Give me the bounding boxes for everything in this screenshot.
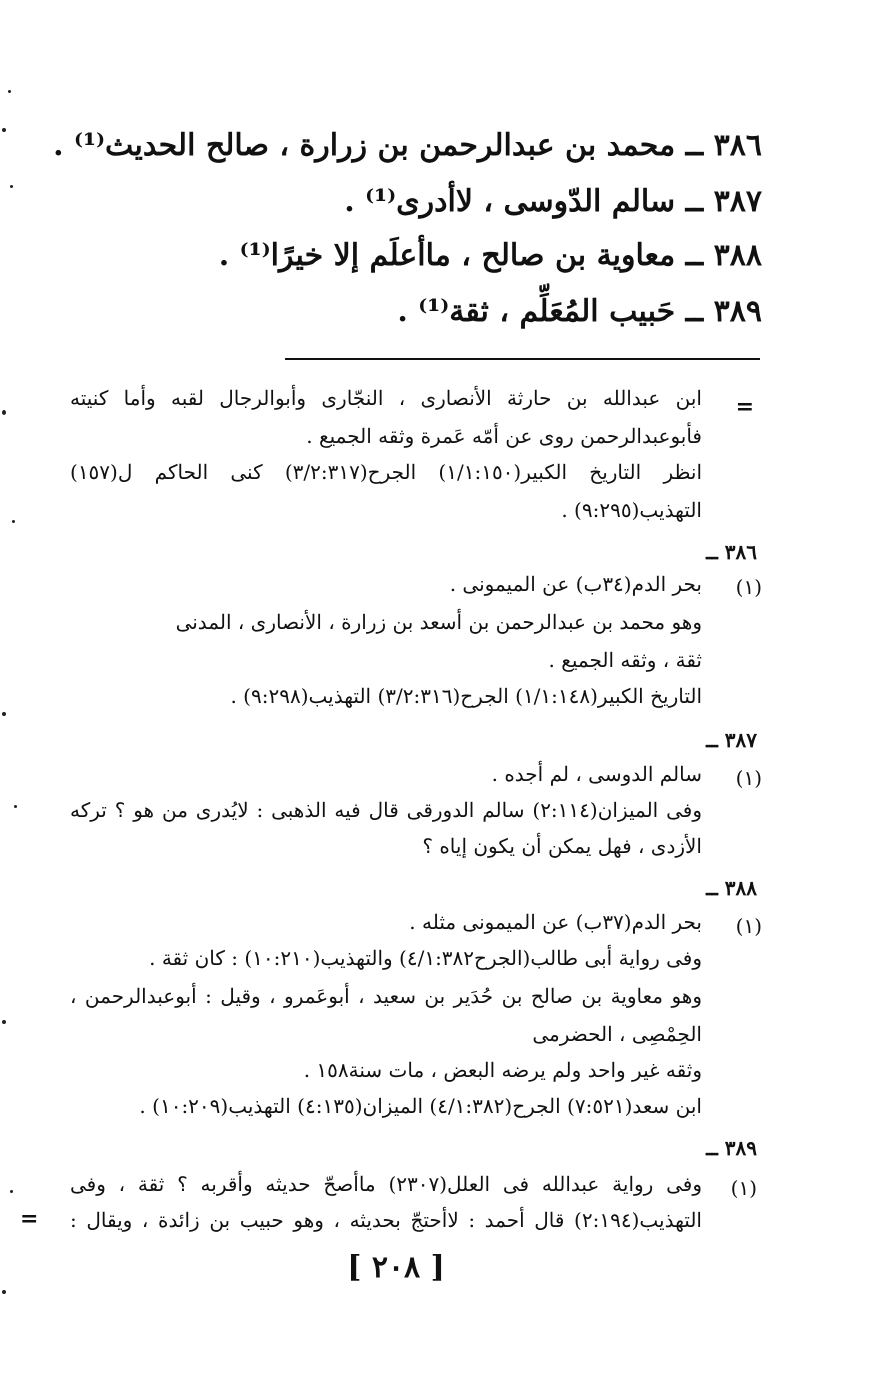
entry-388: ٣٨٨ ــ معاوية بن صالح ، ماأعلَم إلا خيرًا⁽¹⁾ . (218, 238, 762, 273)
continuation-next-marker: = (20, 1206, 39, 1232)
continuation-line-1: ابن عبدالله بن حارثة الأنصارى ، النجّارى وأبوالرجال لقبه وأما كنيته (70, 386, 702, 410)
note-386-marker: (١) (735, 575, 762, 599)
continuation-marker: = (735, 394, 754, 420)
note-head-386: ٣٨٦ ــ (706, 540, 757, 564)
note-head-389: ٣٨٩ ــ (706, 1136, 757, 1160)
note-head-388: ٣٨٨ ــ (706, 876, 757, 900)
note-386-line-1: بحر الدم(٣٤ب) عن الميمونى . (449, 572, 702, 596)
entry-389: ٣٨٩ ــ حَبيب المُعَلِّم ، ثقة⁽¹⁾ . (397, 294, 762, 329)
note-388-marker: (١) (735, 914, 762, 938)
note-388-line-5: وثقه غير واحد ولم يرضه البعض ، مات سنة١٥٨ . (303, 1058, 702, 1082)
note-388-line-3: وهو معاوية بن صالح بن حُدَير بن سعيد ، أبوعَمرو ، وقيل : أبوعبدالرحمن ، (70, 984, 702, 1008)
page-number: [ ٢٠٨ ] (347, 1250, 445, 1285)
note-388-line-1: بحر الدم(٣٧ب) عن الميمونى مثله . (409, 910, 702, 934)
entry-386: ٣٨٦ ــ محمد بن عبدالرحمن بن زرارة ، صالح الحديث⁽¹⁾ . (53, 128, 762, 163)
continuation-line-2: فأبوعبدالرحمن روى عن أمّه عَمرة وثقه الجميع . (306, 424, 702, 448)
entry-387: ٣٨٧ ــ سالم الدّوسى ، لاأدرى⁽¹⁾ . (344, 184, 762, 219)
note-388-line-6: ابن سعد(٧:٥٢١) الجرح(٤/١:٣٨٢) الميزان(٤:١٣٥) التهذيب(١٠:٢٠٩) . (139, 1094, 702, 1118)
note-387-line-3: الأزدى ، فهل يمكن أن يكون إياه ؟ (422, 834, 702, 858)
note-387-marker: (١) (735, 766, 762, 790)
note-386-line-2: وهو محمد بن عبدالرحمن بن أسعد بن زرارة ، الأنصارى ، المدنى (175, 610, 702, 634)
note-389-marker: (١) (730, 1176, 757, 1200)
note-386-line-3: ثقة ، وثقه الجميع . (548, 648, 702, 672)
note-388-line-4: الحِمْصِى ، الحضرمى (532, 1022, 702, 1046)
continuation-line-3: انظر التاريخ الكبير(١/١:١٥٠) الجرح(٣/٢:٣١٧) كنى الحاكم ل(١٥٧) (70, 460, 703, 484)
note-388-line-2: وفى رواية أبى طالب(الجرح٤/١:٣٨٢) والتهذيب(١٠:٢١٠) : كان ثقة . (149, 946, 702, 970)
note-389-line-1: وفى رواية عبدالله فى العلل(٢٣٠٧) ماأصحّ حديثه وأقربه ؟ ثقة ، وفى (70, 1172, 702, 1196)
footnote-separator (285, 358, 760, 360)
note-387-line-1: سالم الدوسى ، لم أجده . (491, 762, 702, 786)
note-389-line-2: التهذيب(٢:١٩٤) قال أحمد : لاأحتجّ بحديثه ، وهو حبيب بن زائدة ، ويقال : (70, 1208, 702, 1232)
continuation-line-4: التهذيب(٩:٢٩٥) . (561, 498, 702, 522)
note-387-line-2: وفى الميزان(٢:١١٤) سالم الدورقى قال فيه الذهبى : لايُدرى من هو ؟ تركه (70, 798, 703, 822)
note-head-387: ٣٨٧ ــ (706, 728, 757, 752)
note-386-line-4: التاريخ الكبير(١/١:١٤٨) الجرح(٣/٢:٣١٦) التهذيب(٩:٢٩٨) . (230, 684, 702, 708)
